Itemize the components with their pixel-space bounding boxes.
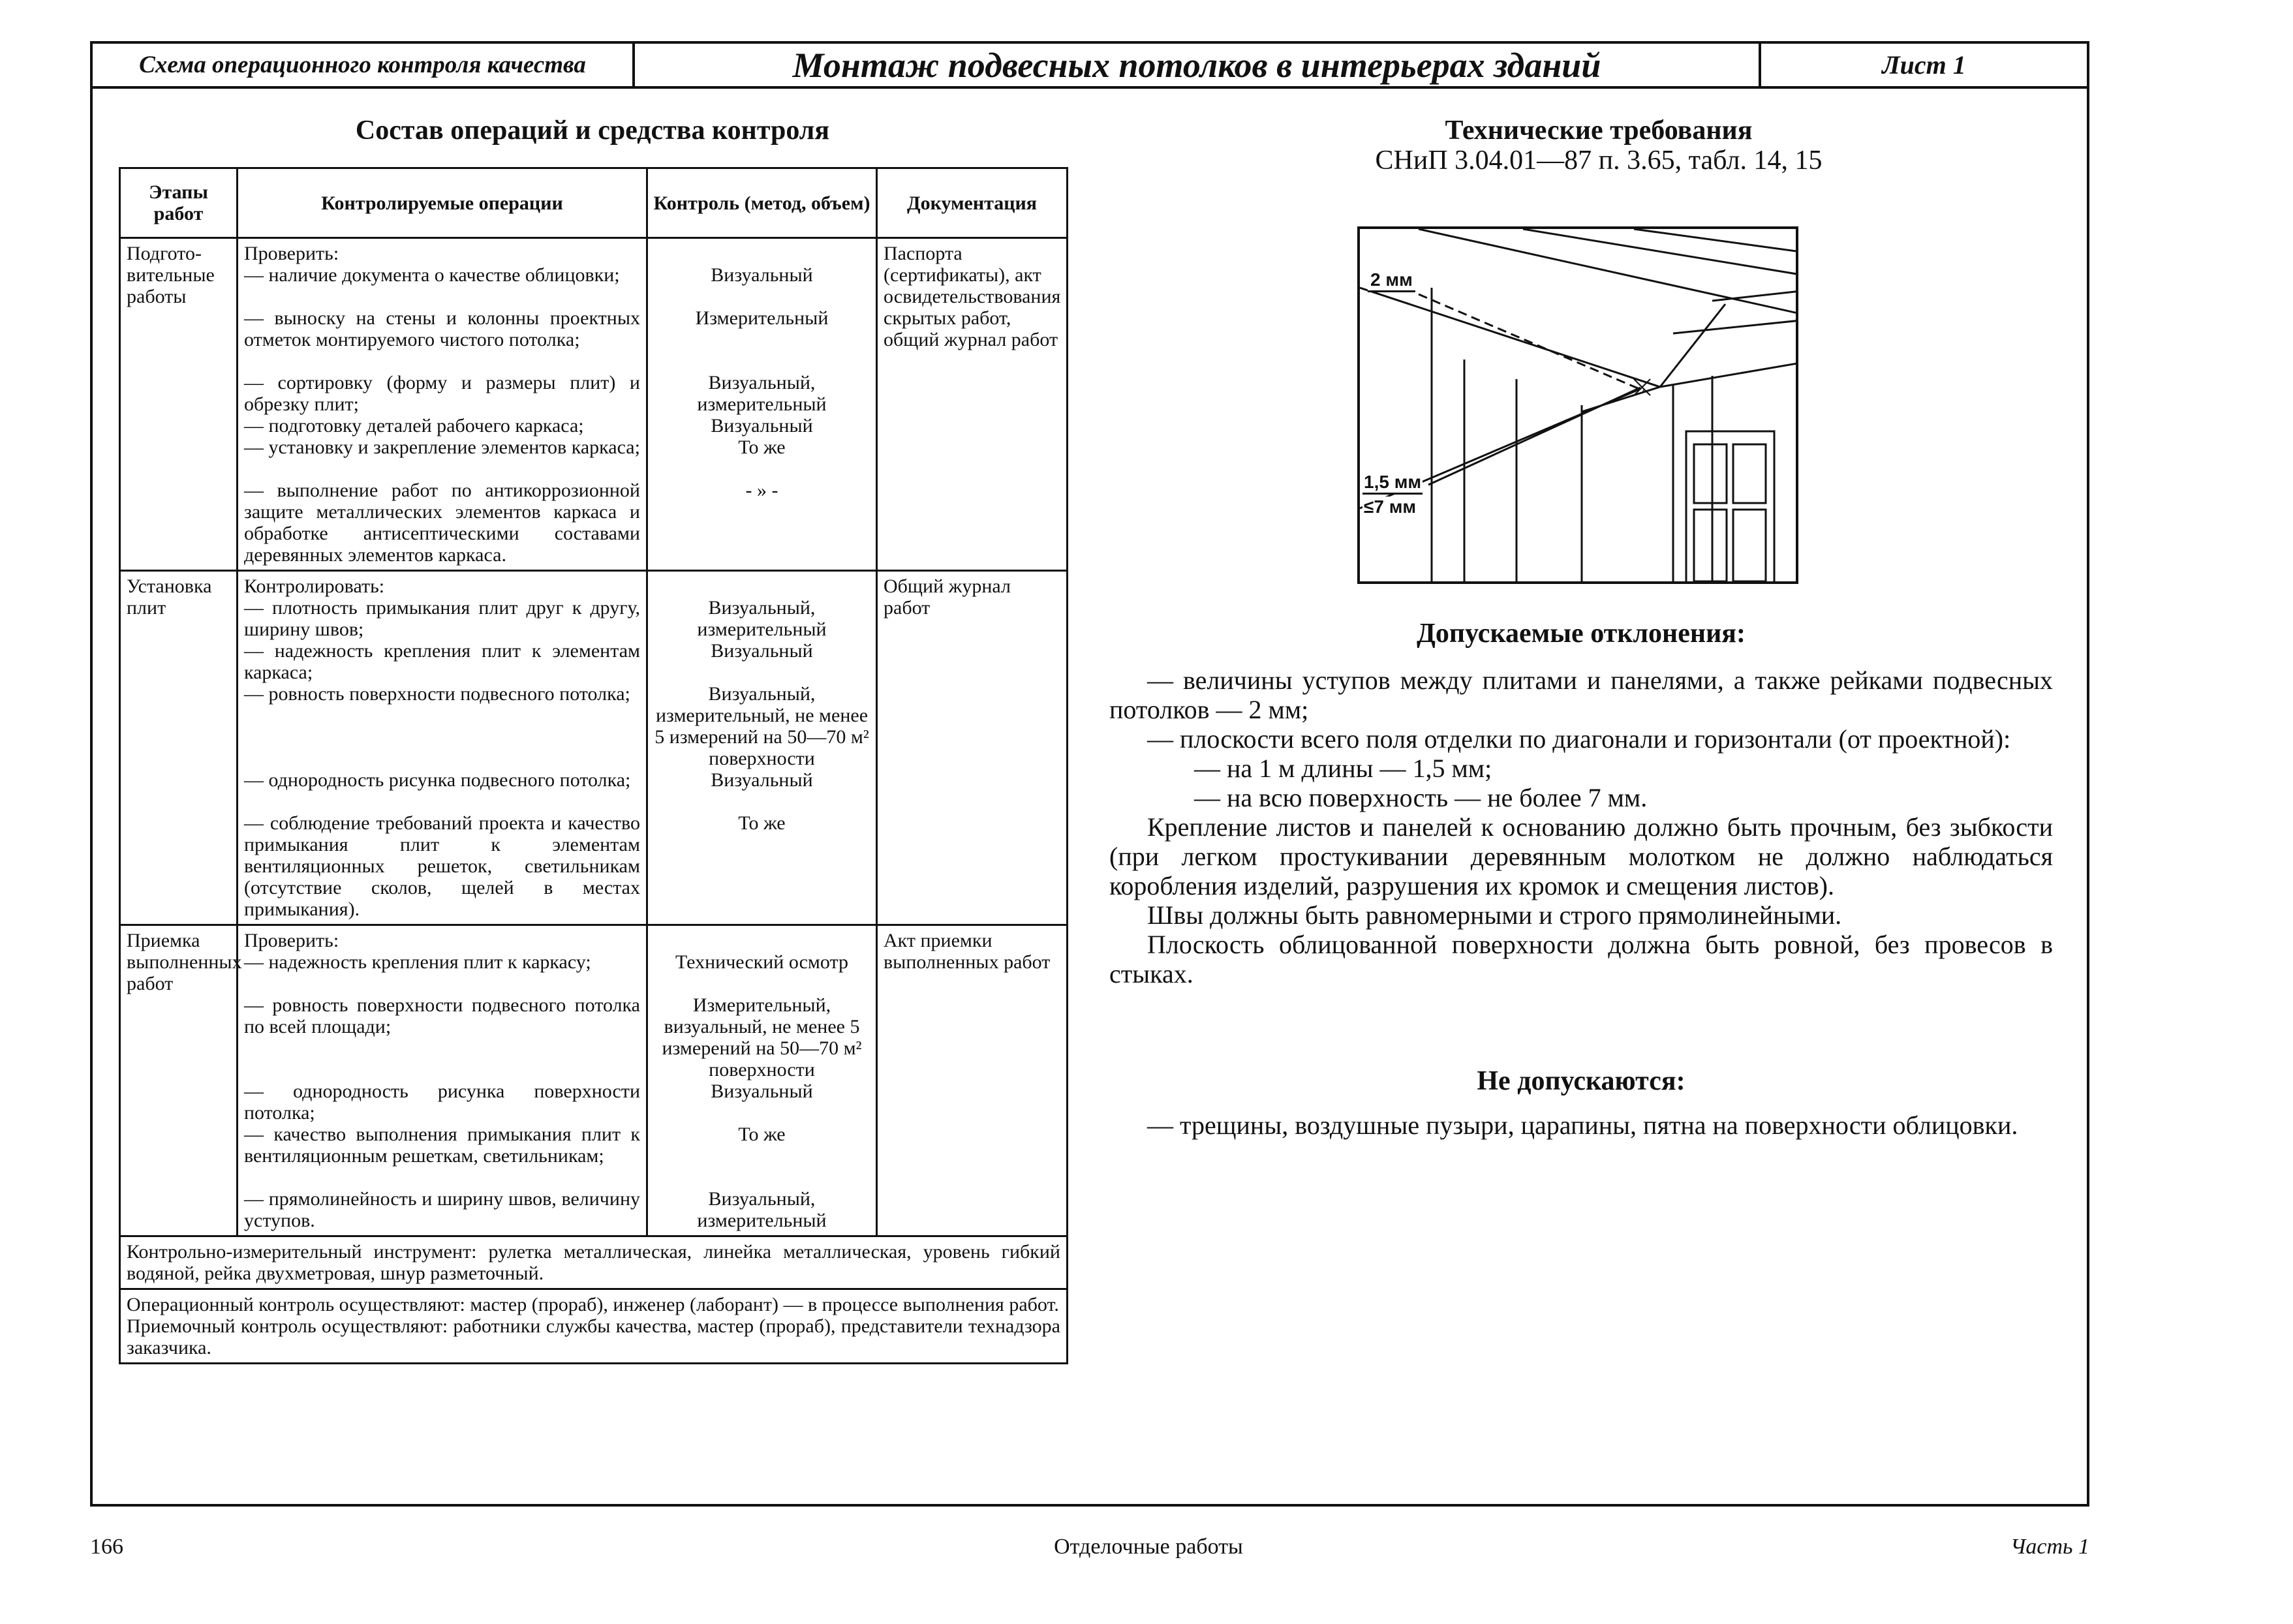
header-title: Монтаж подвесных потолков в интерьерах зданий (635, 44, 1761, 86)
operation-item: — ровность поверхности подвесного потолка по всей площади; (244, 994, 640, 1037)
control-responsibility-row (120, 1289, 1068, 1364)
operation-item: — однородность рисунка подвесного потолка; (244, 769, 631, 791)
operation-item: — однородность рисунка поверхности потолка; (244, 1080, 640, 1124)
operations-lead: Проверить: (244, 243, 339, 264)
operations-cell (238, 238, 647, 571)
deviation-subitem: — на всю поверхность — не более 7 мм. (1194, 783, 1648, 812)
control-method: Визуальный (711, 769, 813, 791)
control-method: Визуальный (711, 264, 813, 286)
header-sheet-number: Лист 1 (1882, 50, 1966, 80)
fastening-paragraph: Крепление листов и панелей к основанию должно быть прочным, без зыбкости (при легком простукивании деревянным молотком не должно наблюдаться коробления изделий, разрушения их кромок и смещения листов). (1109, 812, 2053, 900)
deviations-title: Допускаемые отклонения: (1417, 619, 1746, 649)
operations-lead: Проверить: (244, 930, 339, 951)
operations-table (119, 167, 1068, 1364)
not-allowed-text (1109, 1111, 2053, 1140)
operations-cell (238, 925, 647, 1236)
table-row (120, 238, 1068, 571)
control-method: Визуальный (711, 1080, 813, 1102)
operation-item: — плотность примыкания плит друг к другу, ширину швов; (244, 597, 640, 640)
control-method: То же (738, 1124, 786, 1145)
operation-item: — подготовку деталей рабочего каркаса; (244, 415, 584, 437)
table-row (120, 925, 1068, 1236)
documentation-cell: Общий журнал работ (877, 571, 1068, 925)
table-row (120, 571, 1068, 925)
control-responsibility-cell (120, 1289, 1068, 1364)
deviation-item: — плоскости всего поля отделки по диагонали и горизонтали (от проектной): (1147, 724, 2011, 754)
stage-cell: Приемка выполненных работ (120, 925, 238, 1236)
deviation-item: — величины уступов между плитами и панелями, а также рейками подвесных потолков — 2 мм; (1109, 666, 2053, 724)
operation-item: — наличие документа о качестве облицовки; (244, 264, 620, 286)
table-header-row (120, 168, 1068, 238)
operations-cell (238, 571, 647, 925)
ceiling-diagram (1357, 226, 1798, 584)
column-header-control: Контроль (метод, объем) (647, 168, 877, 238)
footer-part: Часть 1 (2010, 1535, 2089, 1559)
control-method: - » - (745, 480, 778, 501)
not-allowed-title: Не допускаются: (1477, 1066, 1685, 1096)
control-method: Визуальный, измерительный, не менее 5 измерений на 50—70 м² поверхности (654, 683, 869, 769)
footer-section: Отделочные работы (1054, 1535, 1243, 1559)
control-method: Визуальный (711, 415, 813, 437)
tech-requirements-title: Технические требования (1445, 115, 1753, 146)
control-method: Измерительный, визуальный, не менее 5 измерений на 50—70 м² поверхности (662, 994, 862, 1080)
operation-item: — ровность поверхности подвесного потолка; (244, 683, 630, 705)
control-method-cell (647, 238, 877, 571)
control-method: То же (738, 437, 786, 458)
operation-item: — надежность крепления плит к каркасу; (244, 951, 591, 973)
control-method: Визуальный, измерительный (697, 372, 827, 415)
label-1-5mm: 1,5 мм (1362, 472, 1423, 495)
header-bar (93, 44, 2087, 89)
header-scheme-label: Схема операционного контроля качества (93, 44, 635, 86)
column-header-documentation: Документация (877, 168, 1068, 238)
surface-paragraph: Плоскость облицованной поверхности должна быть ровной, без провесов в стыках. (1109, 930, 2053, 988)
page-number: 166 (90, 1535, 123, 1559)
not-allowed-item: — трещины, воздушные пузыри, царапины, пятна на поверхности облицовки. (1147, 1111, 2018, 1140)
control-method: Визуальный, измерительный (697, 597, 827, 640)
control-method: Измерительный (695, 307, 829, 329)
operations-lead: Контролировать: (244, 575, 385, 597)
operation-item: — надежность крепления плит к элементам каркаса; (244, 640, 640, 683)
label-2mm: 2 мм (1368, 269, 1415, 292)
control-method-cell (647, 571, 877, 925)
operations-section-title: Состав операций и средства контроля (355, 115, 830, 146)
control-method: Визуальный (711, 640, 813, 662)
seams-paragraph: Швы должны быть равномерными и строго прямолинейными. (1147, 900, 1842, 930)
control-method-cell (647, 925, 877, 1236)
snip-reference: СНиП 3.04.01—87 п. 3.65, табл. 14, 15 (1375, 146, 1823, 176)
acceptance-control-text: Приемочный контроль осуществляют: работники службы качества, мастер (прораб), представители технадзора заказчика. (127, 1315, 1060, 1358)
instruments-row (120, 1236, 1068, 1289)
label-max-7mm: ≤7 мм (1364, 497, 1417, 517)
documentation-cell: Паспорта (сертификаты), акт освидетельствования скрытых работ, общий журнал работ (877, 238, 1068, 571)
deviations-text (1109, 666, 2053, 988)
operation-item: — соблюдение требований проекта и качество примыкания плит к элементам вентиляционных решеток, светильникам (отсутствие сколов, щелей в местах примыкания). (244, 812, 640, 920)
column-header-stage: Этапы работ (120, 168, 238, 238)
operation-item: — прямолинейность и ширину швов, величину уступов. (244, 1188, 640, 1231)
control-method: Визуальный, измерительный (697, 1188, 827, 1231)
operation-item: — выноску на стены и колонны проектных отметок монтируемого чистого потолка; (244, 307, 640, 350)
column-header-operations: Контролируемые операции (238, 168, 647, 238)
stage-cell: Подгото-вительные работы (120, 238, 238, 571)
operational-control-text: Операционный контроль осуществляют: мастер (прораб), инженер (лаборант) — в процессе выполнения работ. (127, 1294, 1059, 1315)
operation-item: — сортировку (форму и размеры плит) и обрезку плит; (244, 372, 640, 415)
control-method: То же (738, 812, 786, 834)
operation-item: — качество выполнения примыкания плит к вентиляционным решеткам, светильникам; (244, 1124, 640, 1167)
deviation-subitem: — на 1 м длины — 1,5 мм; (1194, 754, 1492, 783)
control-method: Технический осмотр (675, 951, 848, 973)
documentation-cell: Акт приемки выполненных работ (877, 925, 1068, 1236)
operation-item: — выполнение работ по антикоррозионной защите металлических элементов каркаса и обработке антисептическими составами деревянных элементов каркаса. (244, 480, 640, 566)
instruments-cell: Контрольно-измерительный инструмент: рулетка металлическая, линейка металлическая, уровень гибкий водяной, рейка двухметровая, шнур разметочный. (120, 1236, 1068, 1289)
operation-item: — установку и закрепление элементов каркаса; (244, 437, 640, 458)
ceiling-perspective-drawing (1360, 229, 1798, 584)
stage-cell: Установка плит (120, 571, 238, 925)
